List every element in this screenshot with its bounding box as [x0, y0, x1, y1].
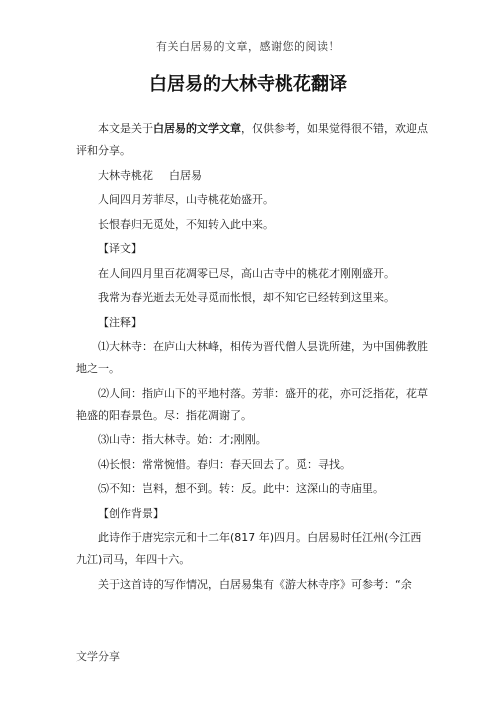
poem-title: 大林寺桃花 [98, 168, 153, 182]
intro-prefix: 本文是关于 [98, 122, 153, 135]
background-heading: 【创作背景】 [98, 506, 164, 520]
intro-highlight: 白居易的文学文章 [153, 122, 241, 135]
note-item: ⑷长恨：常常惋惜。春归：春天回去了。觅：寻找。 [98, 457, 351, 471]
poem-author: 白居易 [169, 168, 202, 182]
translation-line-1: 在人间四月里百花凋零已尽，高山古寺中的桃花才刚刚盛开。 [98, 266, 395, 280]
note-item: ⑵人间：指庐山下的平地村落。芳菲：盛开的花，亦可泛指花，花草艳盛的阳春景色。尽：指花凋谢了。 [76, 386, 428, 422]
poem-line-2: 长恨春归无觅处，不知转入此中来。 [98, 217, 274, 231]
footer-note: 文学分享 [76, 650, 120, 663]
header-note: 有关白居易的文章，感谢您的阅读！ [156, 40, 340, 53]
translation-line-2: 我常为春光逝去无处寻觅而怅恨，却不知它已经转到这里来。 [98, 291, 395, 304]
note-item: ⑸不知：岂料，想不到。转：反。此中：这深山的寺庙里。 [98, 482, 384, 495]
translation-heading: 【译文】 [98, 242, 142, 255]
page-title: 白居易的大林寺桃花翻译 [149, 74, 347, 95]
background-paragraph-1: 此诗作于唐宪宗元和十二年(817 年)四月。白居易时任江州(今江西九江)司马，年四十六。 [76, 531, 422, 566]
document-body [76, 118, 428, 598]
note-item: ⑶山寺：指大林寺。始：才;刚刚。 [98, 433, 267, 446]
notes-heading: 【注释】 [98, 315, 142, 329]
poem-heading [76, 165, 428, 187]
intro-paragraph [76, 118, 428, 162]
note-item: ⑴大林寺：在庐山大林峰，相传为晋代僧人昙诜所建，为中国佛教胜地之一。 [76, 340, 428, 375]
background-paragraph-2: 关于这首诗的写作情况，白居易集有《游大林寺序》可参考：“余 [98, 577, 412, 591]
intro-suffix: ，仅供参考，如果觉得很不错，欢迎点评和分享。 [76, 122, 428, 157]
poem-line-1: 人间四月芳菲尽，山寺桃花始盛开。 [98, 193, 274, 206]
